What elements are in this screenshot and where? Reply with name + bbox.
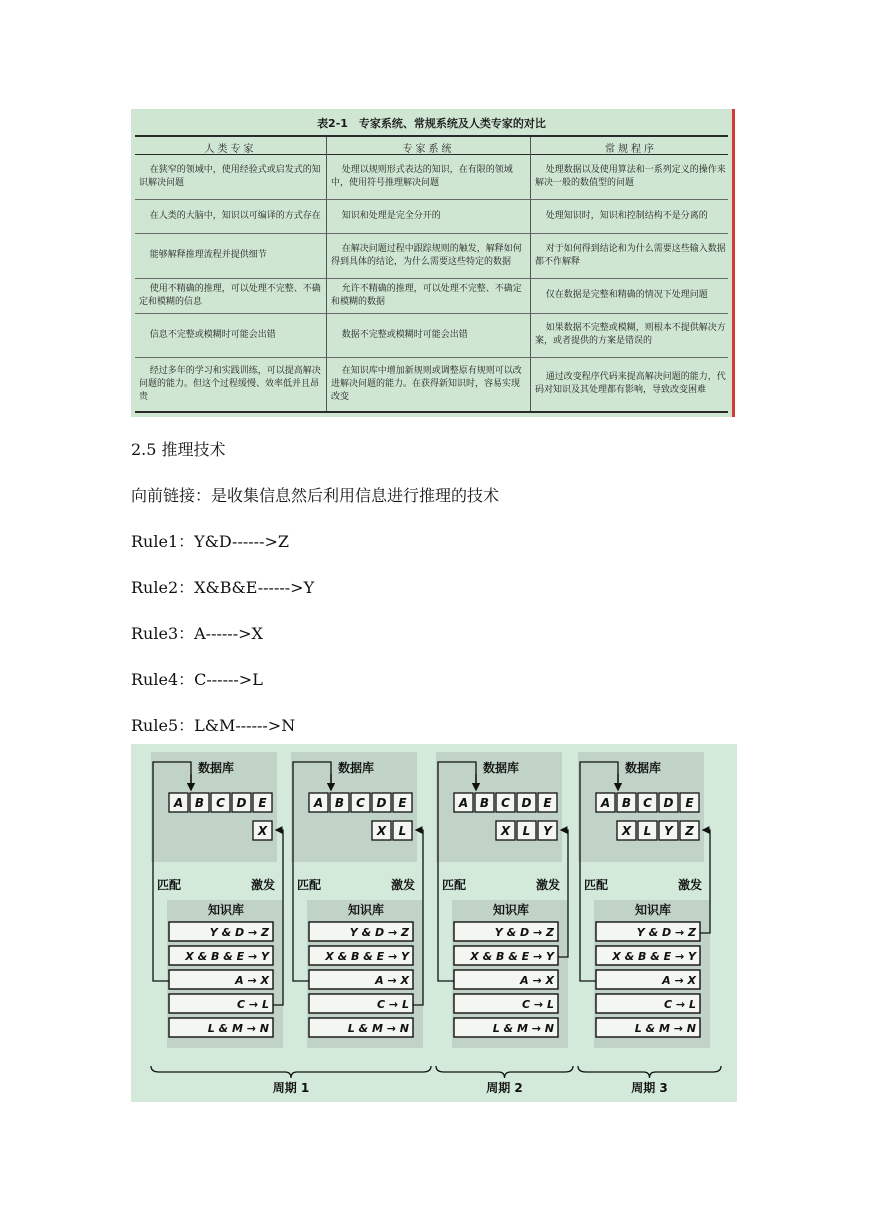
table-cell (327, 199, 530, 233)
fact-text: E (258, 796, 267, 810)
fact-text: B (194, 796, 205, 810)
table-cell (531, 155, 731, 199)
kb-rule-text: Y & D → Z (349, 926, 409, 939)
database-label: 数据库 (197, 761, 235, 775)
table-cell (135, 155, 326, 199)
fact-text: D (663, 796, 674, 810)
cycle-brace (151, 1066, 431, 1078)
table-header-conventional: 常规程序 (605, 144, 657, 155)
match-label: 匹配 (583, 878, 609, 892)
table-cell (327, 155, 530, 199)
kb-rule-text: C → L (522, 998, 554, 1011)
derived-fact-text: X (500, 824, 511, 838)
fire-label: 激发 (390, 878, 416, 892)
fact-text: A (313, 796, 324, 810)
table-cell (135, 233, 326, 278)
rule-line: Rule1：Y&D------>Z (131, 532, 290, 551)
forward-chaining-svg (131, 744, 737, 1102)
cycle-label: 周期 1 (272, 1081, 310, 1095)
kb-rule-text: C → L (664, 998, 696, 1011)
kb-rule-text: Y & D → Z (209, 926, 269, 939)
table-cell-text: 在解决问题过程中跟踪规则的触发，解释如何得到具体的结论，为什么需要这些特定的数据 (331, 243, 522, 267)
table-bottom-rule (135, 411, 728, 413)
kb-rule-text: X & B & E → Y (185, 950, 269, 963)
table-cell (327, 233, 530, 278)
kb-rule-text: X & B & E → Y (470, 950, 554, 963)
table-cell (327, 313, 530, 357)
kb-rule-text: Y & D → Z (636, 926, 696, 939)
knowledge-label: 知识库 (207, 903, 245, 917)
table-title: 表2-1 专家系统、常规系统及人类专家的对比 (317, 117, 546, 130)
table-cell (531, 278, 731, 313)
derived-fact-text: Y (664, 824, 673, 838)
table-cell-text: 信息不完整或模糊时可能会出错 (149, 329, 276, 340)
fire-label: 激发 (677, 878, 703, 892)
comparison-table-figure (131, 109, 735, 417)
section-heading: 2.5 推理技术 (131, 440, 226, 459)
derived-fact-text: X (376, 824, 387, 838)
table-cell (531, 199, 731, 233)
fact-text: E (543, 796, 552, 810)
match-label: 匹配 (296, 878, 322, 892)
derived-fact-text: X (257, 824, 268, 838)
table-cell (327, 278, 530, 313)
fact-text: B (479, 796, 490, 810)
kb-rule-text: L & M → N (347, 1022, 409, 1035)
table-cell-text: 数据不完整或模糊时可能会出错 (341, 329, 468, 340)
kb-rule-text: X & B & E → Y (325, 950, 409, 963)
derived-fact-text: X (621, 824, 632, 838)
database-label: 数据库 (624, 761, 662, 775)
table-top-rule (135, 135, 728, 137)
table-header-human: 人类专家 (204, 144, 257, 155)
fact-text: D (236, 796, 247, 810)
table-cell (531, 233, 731, 278)
table-cell-text: 在狭窄的领域中，使用经验式或启发式的知识解决问题 (139, 165, 321, 188)
fact-text: A (458, 796, 469, 810)
database-label: 数据库 (482, 761, 520, 775)
table-cell (135, 357, 326, 411)
kb-rule-text: X & B & E → Y (612, 950, 696, 963)
table-cell-text: 通过改变程序代码来提高解决问题的能力，代码对知识及其处理都有影响，导致改变困难 (535, 372, 726, 395)
derived-fact-text: L (522, 824, 531, 838)
kb-rule-text: L & M → N (207, 1022, 269, 1035)
fact-text: C (643, 796, 652, 810)
fire-label: 激发 (535, 878, 561, 892)
table-cell (531, 313, 731, 357)
fact-text: A (600, 796, 611, 810)
table-cell-text: 仅在数据是完整和精确的情况下处理问题 (545, 290, 708, 300)
cycle-brace (578, 1066, 721, 1078)
table-cell (135, 199, 326, 233)
table-cell-text: 处理以规则形式表达的知识，在有限的领域中，使用符号推理解决问题 (331, 165, 513, 188)
rule-line: Rule3：A------>X (131, 624, 263, 643)
cycle-label: 周期 3 (631, 1081, 668, 1095)
kb-rule-text: L & M → N (634, 1022, 696, 1035)
rule-line: Rule2：X&B&E------>Y (131, 578, 315, 597)
forward-chaining-intro: 向前链接：是收集信息然后利用信息进行推理的技术 (131, 486, 500, 505)
table-cell-text: 对于如何得到结论和为什么需要这些输入数据都不作解释 (535, 243, 726, 267)
fact-text: C (356, 796, 365, 810)
rule-line: Rule5：L&M------>N (131, 716, 296, 735)
derived-fact-text: L (398, 824, 407, 838)
knowledge-label: 知识库 (634, 903, 672, 917)
fact-text: D (521, 796, 532, 810)
fact-text: C (216, 796, 225, 810)
kb-rule-text: L & M → N (492, 1022, 554, 1035)
derived-fact-text: L (643, 824, 652, 838)
table-cell-text: 处理数据以及使用算法和一系列定义的操作来解决一般的数值型的问题 (535, 165, 726, 188)
kb-rule-text: A → X (235, 974, 269, 987)
forward-chaining-diagram (131, 744, 737, 1102)
table-cell (135, 278, 326, 313)
fact-text: A (173, 796, 184, 810)
table-header-expert-system: 专家系统 (402, 144, 455, 155)
kb-rule-text: A → X (520, 974, 554, 987)
fact-text: C (501, 796, 510, 810)
kb-rule-text: A → X (662, 974, 696, 987)
fact-text: B (621, 796, 632, 810)
table-cell-text: 经过多年的学习和实践训练，可以提高解决问题的能力。但这个过程缓慢、效率低并且昂贵 (139, 365, 321, 402)
match-label: 匹配 (156, 878, 182, 892)
match-label: 匹配 (441, 878, 467, 892)
table-cell-text: 能够解释推理流程并提供细节 (149, 250, 267, 260)
table-cell (327, 357, 530, 411)
knowledge-label: 知识库 (347, 903, 385, 917)
kb-rule-text: Y & D → Z (494, 926, 554, 939)
table-cell-text: 在人类的大脑中，知识以可编译的方式存在 (149, 210, 321, 221)
table-cell-text: 如果数据不完整或模糊，则根本不提供解决方案，或者提供的方案是错误的 (535, 323, 726, 346)
table-cell-text: 在知识库中增加新规则或调整原有规则可以改进解决问题的能力。在获得新知识时，容易实现改变 (331, 365, 522, 402)
kb-rule-text: A → X (375, 974, 409, 987)
table-cell (531, 357, 731, 411)
table-cell-text: 知识和处理是完全分开的 (341, 210, 441, 221)
fire-label: 激发 (250, 878, 276, 892)
derived-fact-text: Y (543, 824, 552, 838)
kb-rule-text: C → L (377, 998, 409, 1011)
cycle-label: 周期 2 (486, 1081, 523, 1095)
table-cell-text: 允许不精确的推理，可以处理不完整、不确定和模糊的数据 (331, 283, 522, 307)
table-cell-text: 处理知识时，知识和控制结构不是分离的 (545, 210, 708, 221)
table-cell-text: 使用不精确的推理，可以处理不完整、不确定和模糊的信息 (139, 283, 321, 307)
fact-text: D (376, 796, 387, 810)
table-cell (135, 313, 326, 357)
fact-text: E (685, 796, 694, 810)
knowledge-label: 知识库 (492, 903, 530, 917)
rule-line: Rule4：C------>L (131, 670, 263, 689)
fact-text: E (398, 796, 407, 810)
derived-fact-text: Z (685, 824, 694, 838)
fact-text: B (334, 796, 345, 810)
database-label: 数据库 (337, 761, 375, 775)
cycle-brace (436, 1066, 573, 1078)
kb-rule-text: C → L (237, 998, 269, 1011)
